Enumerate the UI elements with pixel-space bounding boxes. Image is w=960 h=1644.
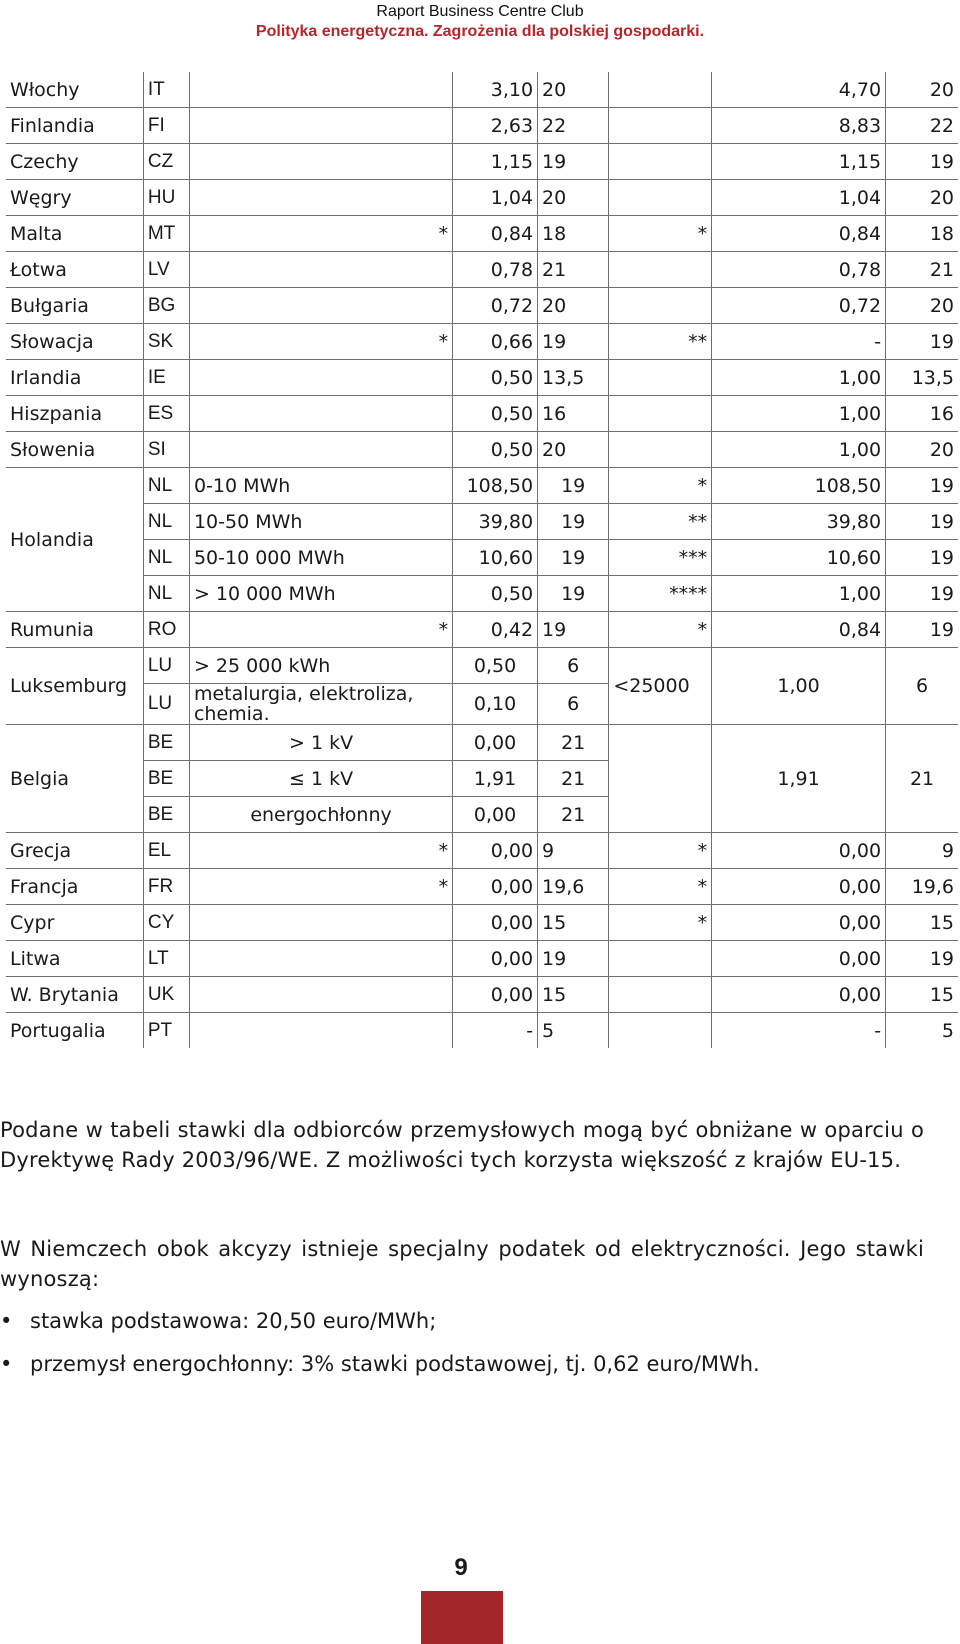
country-code: CZ bbox=[143, 144, 189, 180]
country-name: Czechy bbox=[6, 144, 143, 180]
vat-value: 16 bbox=[886, 396, 958, 432]
country-name: Słowacja bbox=[6, 324, 143, 360]
vat-value: 6 bbox=[538, 648, 609, 684]
country-code: RO bbox=[143, 612, 189, 648]
country-code: EL bbox=[143, 833, 189, 869]
country-code: NL bbox=[143, 576, 189, 612]
consumption-band: > 10 000 MWh bbox=[189, 576, 452, 612]
rate-value: 0,84 bbox=[712, 612, 886, 648]
rate-value: 0,00 bbox=[453, 905, 538, 941]
country-code: BE bbox=[143, 797, 189, 833]
rate-value: 39,80 bbox=[712, 504, 886, 540]
list-item bbox=[0, 1348, 930, 1391]
vat-value: 21 bbox=[886, 725, 958, 833]
vat-value: 9 bbox=[886, 833, 958, 869]
table-row bbox=[6, 648, 958, 684]
vat-value: 22 bbox=[538, 108, 609, 144]
table-row bbox=[6, 869, 958, 905]
rate-value: 0,50 bbox=[453, 396, 538, 432]
table-row bbox=[6, 108, 958, 144]
country-name: Malta bbox=[6, 216, 143, 252]
rate-value: 0,50 bbox=[453, 648, 538, 684]
country-name: Finlandia bbox=[6, 108, 143, 144]
vat-value: 9 bbox=[538, 833, 609, 869]
country-name: Rumunia bbox=[6, 612, 143, 648]
country-code: CY bbox=[143, 905, 189, 941]
marker-cell: *** bbox=[609, 540, 712, 576]
marker-cell: * bbox=[609, 612, 712, 648]
marker-cell bbox=[189, 396, 452, 432]
vat-value: 19 bbox=[886, 612, 958, 648]
table-row bbox=[6, 468, 958, 504]
vat-value: 20 bbox=[538, 72, 609, 108]
vat-value: 6 bbox=[538, 684, 609, 725]
marker-cell: **** bbox=[609, 576, 712, 612]
vat-value: 13,5 bbox=[886, 360, 958, 396]
rate-value: 1,15 bbox=[712, 144, 886, 180]
country-code: FR bbox=[143, 869, 189, 905]
consumption-band: > 1 kV bbox=[189, 725, 452, 761]
country-code: PT bbox=[143, 1013, 189, 1049]
vat-value: 19 bbox=[886, 144, 958, 180]
marker-cell bbox=[189, 941, 452, 977]
rate-value: 108,50 bbox=[712, 468, 886, 504]
country-name: Włochy bbox=[6, 72, 143, 108]
country-code: SI bbox=[143, 432, 189, 468]
rate-value: 0,00 bbox=[712, 869, 886, 905]
energy-tax-table bbox=[6, 72, 958, 1048]
table-row bbox=[6, 1013, 958, 1049]
marker-cell bbox=[609, 396, 712, 432]
country-code: NL bbox=[143, 504, 189, 540]
rate-value: 1,91 bbox=[712, 725, 886, 833]
country-code: IE bbox=[143, 360, 189, 396]
rate-value: 1,00 bbox=[712, 360, 886, 396]
marker-cell: * bbox=[189, 833, 452, 869]
vat-value: 19 bbox=[886, 941, 958, 977]
germany-rates-list bbox=[0, 1305, 930, 1391]
list-item-text: stawka podstawowa: 20,50 euro/MWh; bbox=[30, 1309, 437, 1333]
vat-value: 15 bbox=[886, 977, 958, 1013]
rate-value: 1,00 bbox=[712, 432, 886, 468]
table-row bbox=[6, 504, 958, 540]
vat-value: 20 bbox=[886, 180, 958, 216]
bullet-icon: • bbox=[0, 1309, 13, 1333]
vat-value: 15 bbox=[886, 905, 958, 941]
country-name: Belgia bbox=[6, 725, 143, 833]
vat-value: 22 bbox=[886, 108, 958, 144]
marker-cell bbox=[609, 72, 712, 108]
country-name: W. Brytania bbox=[6, 977, 143, 1013]
rate-value: 0,00 bbox=[712, 905, 886, 941]
vat-value: 19 bbox=[538, 941, 609, 977]
rate-value: 0,42 bbox=[453, 612, 538, 648]
rate-value: 0,00 bbox=[453, 941, 538, 977]
rate-value: 0,84 bbox=[712, 216, 886, 252]
rate-value: 8,83 bbox=[712, 108, 886, 144]
country-name: Irlandia bbox=[6, 360, 143, 396]
table-body bbox=[6, 72, 958, 1048]
vat-value: 19 bbox=[886, 324, 958, 360]
note-paragraph-1: Podane w tabeli stawki dla odbiorców przemysłowych mogą być obniżane w oparciu o Dyrektywę Rady 2003/96/WE. Z możliwości tych korzysta większość z krajów EU-15. bbox=[0, 1118, 924, 1172]
marker-cell bbox=[189, 252, 452, 288]
vat-value: 19,6 bbox=[538, 869, 609, 905]
vat-value: 21 bbox=[538, 252, 609, 288]
consumption-band: 10-50 MWh bbox=[189, 504, 452, 540]
marker-cell bbox=[609, 1013, 712, 1049]
marker-cell bbox=[609, 941, 712, 977]
rate-value: 0,00 bbox=[453, 725, 538, 761]
table-row bbox=[6, 941, 958, 977]
vat-value: 20 bbox=[886, 72, 958, 108]
threshold-cell: <25000 bbox=[609, 648, 712, 725]
country-code: ES bbox=[143, 396, 189, 432]
vat-value: 19 bbox=[538, 540, 609, 576]
note-paragraph-2: W Niemczech obok akcyzy istnieje specjalny podatek od elektryczności. Jego stawki wynoszą: bbox=[0, 1237, 924, 1291]
country-code: NL bbox=[143, 540, 189, 576]
country-code: FI bbox=[143, 108, 189, 144]
rate-value: 1,00 bbox=[712, 576, 886, 612]
vat-value: 19 bbox=[886, 540, 958, 576]
marker-cell: ** bbox=[609, 504, 712, 540]
vat-value: 19 bbox=[538, 468, 609, 504]
consumption-band: 0-10 MWh bbox=[189, 468, 452, 504]
marker-cell bbox=[189, 432, 452, 468]
rate-value: 0,78 bbox=[453, 252, 538, 288]
vat-value: 5 bbox=[538, 1013, 609, 1049]
vat-value: 21 bbox=[538, 725, 609, 761]
vat-value: 19 bbox=[538, 144, 609, 180]
rate-value: - bbox=[453, 1013, 538, 1049]
consumption-band: energochłonny bbox=[189, 797, 452, 833]
marker-cell bbox=[609, 288, 712, 324]
marker-cell bbox=[609, 108, 712, 144]
marker-cell bbox=[609, 180, 712, 216]
country-name: Hiszpania bbox=[6, 396, 143, 432]
rate-value: 0,66 bbox=[453, 324, 538, 360]
vat-value: 19 bbox=[886, 576, 958, 612]
rate-value: - bbox=[712, 324, 886, 360]
rate-value: 10,60 bbox=[453, 540, 538, 576]
country-code: BE bbox=[143, 725, 189, 761]
table-row bbox=[6, 324, 958, 360]
marker-cell: * bbox=[609, 869, 712, 905]
marker-cell: * bbox=[609, 216, 712, 252]
country-code: LV bbox=[143, 252, 189, 288]
rate-value: 1,04 bbox=[712, 180, 886, 216]
rate-value: 0,00 bbox=[453, 833, 538, 869]
table-row bbox=[6, 432, 958, 468]
marker-cell bbox=[609, 432, 712, 468]
vat-value: 20 bbox=[538, 288, 609, 324]
rate-value: 1,00 bbox=[712, 648, 886, 725]
vat-value: 20 bbox=[538, 432, 609, 468]
table-row bbox=[6, 252, 958, 288]
marker-cell bbox=[609, 252, 712, 288]
rate-value: 0,00 bbox=[712, 941, 886, 977]
country-code: LU bbox=[143, 684, 189, 725]
vat-value: 19 bbox=[538, 324, 609, 360]
page-footer-bar bbox=[421, 1591, 503, 1644]
table-row bbox=[6, 833, 958, 869]
marker-cell bbox=[609, 725, 712, 833]
marker-cell bbox=[189, 360, 452, 396]
table-row bbox=[6, 360, 958, 396]
rate-value: 0,10 bbox=[453, 684, 538, 725]
table-row bbox=[6, 216, 958, 252]
rate-value: 0,72 bbox=[453, 288, 538, 324]
country-name: Luksemburg bbox=[6, 648, 143, 725]
rate-value: 0,50 bbox=[453, 360, 538, 396]
vat-value: 21 bbox=[538, 761, 609, 797]
rate-value: 1,04 bbox=[453, 180, 538, 216]
table-row bbox=[6, 180, 958, 216]
marker-cell: ** bbox=[609, 324, 712, 360]
country-name: Litwa bbox=[6, 941, 143, 977]
rate-value: 10,60 bbox=[712, 540, 886, 576]
rate-value: 4,70 bbox=[712, 72, 886, 108]
marker-cell: * bbox=[609, 833, 712, 869]
table-row bbox=[6, 144, 958, 180]
vat-value: 20 bbox=[886, 432, 958, 468]
table-row bbox=[6, 725, 958, 761]
report-header-title: Raport Business Centre Club bbox=[376, 3, 584, 20]
rate-value: 0,00 bbox=[453, 977, 538, 1013]
report-header-subtitle: Polityka energetyczna. Zagrożenia dla polskiej gospodarki. bbox=[255, 23, 705, 40]
marker-cell bbox=[189, 72, 452, 108]
vat-value: 19 bbox=[538, 504, 609, 540]
marker-cell bbox=[609, 977, 712, 1013]
table-row bbox=[6, 288, 958, 324]
vat-value: 21 bbox=[886, 252, 958, 288]
table-row bbox=[6, 977, 958, 1013]
marker-cell bbox=[189, 180, 452, 216]
vat-value: 19,6 bbox=[886, 869, 958, 905]
table-row bbox=[6, 396, 958, 432]
marker-cell: * bbox=[609, 905, 712, 941]
marker-cell: * bbox=[189, 324, 452, 360]
marker-cell bbox=[189, 288, 452, 324]
vat-value: 5 bbox=[886, 1013, 958, 1049]
country-code: HU bbox=[143, 180, 189, 216]
country-name: Francja bbox=[6, 869, 143, 905]
country-name: Łotwa bbox=[6, 252, 143, 288]
vat-value: 13,5 bbox=[538, 360, 609, 396]
country-name: Bułgaria bbox=[6, 288, 143, 324]
country-name: Portugalia bbox=[6, 1013, 143, 1049]
vat-value: 19 bbox=[886, 504, 958, 540]
rate-value: 0,50 bbox=[453, 576, 538, 612]
consumption-band: metalurgia, elektroliza, chemia. bbox=[189, 684, 452, 725]
table-row bbox=[6, 905, 958, 941]
rate-value: 2,63 bbox=[453, 108, 538, 144]
consumption-band: > 25 000 kWh bbox=[189, 648, 452, 684]
country-name: Cypr bbox=[6, 905, 143, 941]
vat-value: 18 bbox=[886, 216, 958, 252]
vat-value: 18 bbox=[538, 216, 609, 252]
rate-value: 0,78 bbox=[712, 252, 886, 288]
marker-cell bbox=[189, 108, 452, 144]
vat-value: 20 bbox=[886, 288, 958, 324]
table-row bbox=[6, 576, 958, 612]
vat-value: 19 bbox=[538, 576, 609, 612]
country-code: BE bbox=[143, 761, 189, 797]
vat-value: 19 bbox=[886, 468, 958, 504]
rate-value: 1,91 bbox=[453, 761, 538, 797]
vat-value: 16 bbox=[538, 396, 609, 432]
country-code: IT bbox=[143, 72, 189, 108]
vat-value: 21 bbox=[538, 797, 609, 833]
country-code: NL bbox=[143, 468, 189, 504]
marker-cell bbox=[609, 144, 712, 180]
rate-value: 3,10 bbox=[453, 72, 538, 108]
rate-value: 0,00 bbox=[453, 869, 538, 905]
vat-value: 15 bbox=[538, 977, 609, 1013]
country-code: BG bbox=[143, 288, 189, 324]
country-code: UK bbox=[143, 977, 189, 1013]
list-item bbox=[0, 1305, 930, 1348]
consumption-band: 50-10 000 MWh bbox=[189, 540, 452, 576]
rate-value: - bbox=[712, 1013, 886, 1049]
country-name: Słowenia bbox=[6, 432, 143, 468]
marker-cell bbox=[189, 144, 452, 180]
country-name: Holandia bbox=[6, 468, 143, 612]
page-number: 9 bbox=[454, 1554, 468, 1581]
rate-value: 1,15 bbox=[453, 144, 538, 180]
table-row bbox=[6, 72, 958, 108]
marker-cell bbox=[189, 1013, 452, 1049]
country-name: Węgry bbox=[6, 180, 143, 216]
rate-value: 0,72 bbox=[712, 288, 886, 324]
marker-cell: * bbox=[189, 869, 452, 905]
vat-value: 6 bbox=[886, 648, 958, 725]
country-code: MT bbox=[143, 216, 189, 252]
country-code: SK bbox=[143, 324, 189, 360]
table-row bbox=[6, 540, 958, 576]
marker-cell bbox=[189, 977, 452, 1013]
bullet-icon: • bbox=[0, 1352, 13, 1376]
rate-value: 0,84 bbox=[453, 216, 538, 252]
marker-cell bbox=[609, 360, 712, 396]
rate-value: 39,80 bbox=[453, 504, 538, 540]
marker-cell: * bbox=[609, 468, 712, 504]
rate-value: 0,00 bbox=[712, 833, 886, 869]
marker-cell bbox=[189, 905, 452, 941]
vat-value: 20 bbox=[538, 180, 609, 216]
marker-cell: * bbox=[189, 216, 452, 252]
rate-value: 0,00 bbox=[453, 797, 538, 833]
list-item-text: przemysł energochłonny: 3% stawki podstawowej, tj. 0,62 euro/MWh. bbox=[30, 1352, 760, 1376]
country-code: LT bbox=[143, 941, 189, 977]
vat-value: 19 bbox=[538, 612, 609, 648]
country-name: Grecja bbox=[6, 833, 143, 869]
rate-value: 1,00 bbox=[712, 396, 886, 432]
country-code: LU bbox=[143, 648, 189, 684]
marker-cell: * bbox=[189, 612, 452, 648]
vat-value: 15 bbox=[538, 905, 609, 941]
table-row bbox=[6, 612, 958, 648]
rate-value: 108,50 bbox=[453, 468, 538, 504]
consumption-band: ≤ 1 kV bbox=[189, 761, 452, 797]
rate-value: 0,50 bbox=[453, 432, 538, 468]
rate-value: 0,00 bbox=[712, 977, 886, 1013]
